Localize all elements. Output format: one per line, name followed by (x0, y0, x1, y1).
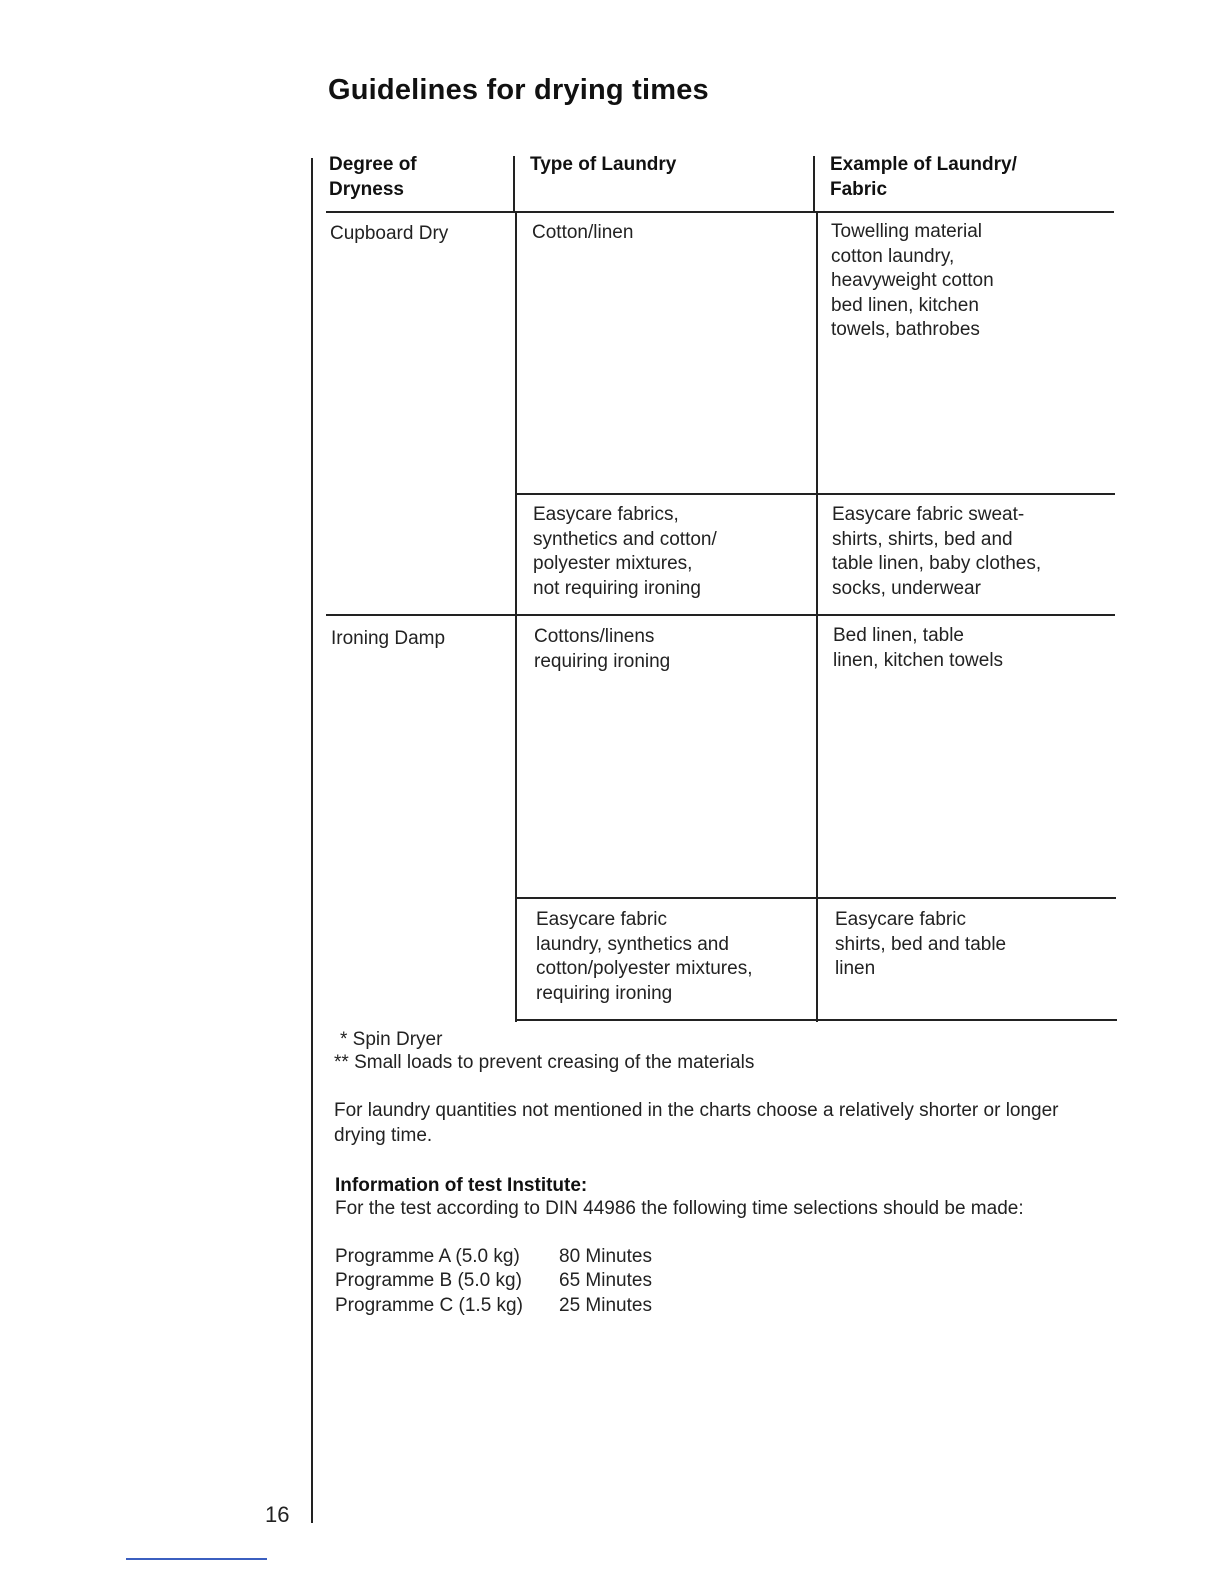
test-info-heading: Information of test Institute: (335, 1175, 588, 1196)
laundry-quantity-note: For laundry quantities not mentioned in the charts choose a relatively shorter or longer drying time. (334, 1100, 1059, 1146)
margin-rule (311, 158, 313, 1523)
footnote-spin-dryer: * Spin Dryer (340, 1029, 443, 1050)
table-row-3-dryness: Ironing Damp (331, 628, 446, 649)
table-row-3-type: Cottons/linens requiring ironing (534, 626, 671, 672)
header-divider (513, 156, 515, 212)
row-divider (516, 493, 1115, 495)
table-row-4-type: Easycare fabric laundry, synthetics and cotton/polyester mixtures, requiring ironing (536, 909, 753, 1004)
row-divider (516, 897, 1116, 899)
test-info-text: For the test according to DIN 44986 the following time selections should be made: (335, 1198, 1024, 1219)
programme-row (335, 1269, 652, 1294)
table-row-3-example: Bed linen, table linen, kitchen towels (833, 625, 1004, 671)
row-divider (326, 614, 1115, 616)
header-type-of-laundry: Type of Laundry (530, 154, 677, 175)
table-bottom-rule (516, 1019, 1117, 1021)
header-example-of-laundry: Example of Laundry/ Fabric (830, 154, 1017, 200)
bottom-rule (126, 1558, 267, 1560)
table-row-1-dryness: Cupboard Dry (330, 223, 449, 244)
column-divider (515, 212, 517, 1022)
table-row-2-example: Easycare fabric sweat- shirts, shirts, bed and table linen, baby clothes, socks, underwear (832, 504, 1042, 599)
programme-time: 65 Minutes (559, 1270, 652, 1291)
header-underline (326, 211, 1114, 213)
programme-row (335, 1294, 652, 1319)
table-row-1-example: Towelling material cotton laundry, heavyweight cotton bed linen, kitchen towels, bathrobes (831, 221, 994, 340)
programme-row (335, 1245, 652, 1270)
programme-label: Programme C (1.5 kg) (335, 1295, 523, 1316)
page-number: 16 (265, 1502, 290, 1527)
table-row-4-example: Easycare fabric shirts, bed and table linen (835, 909, 1007, 979)
programme-time: 25 Minutes (559, 1295, 652, 1316)
column-divider (816, 212, 818, 1022)
programme-time: 80 Minutes (559, 1246, 652, 1267)
page-title: Guidelines for drying times (328, 74, 709, 106)
header-degree-of-dryness: Degree of Dryness (329, 154, 417, 200)
programme-label: Programme B (5.0 kg) (335, 1270, 522, 1291)
table-row-1-type: Cotton/linen (532, 222, 634, 243)
programme-label: Programme A (5.0 kg) (335, 1246, 520, 1267)
table-row-2-type: Easycare fabrics, synthetics and cotton/ polyester mixtures, not requiring ironing (533, 504, 717, 599)
footnote-small-loads: ** Small loads to prevent creasing of the materials (334, 1052, 755, 1073)
header-divider (813, 156, 815, 212)
